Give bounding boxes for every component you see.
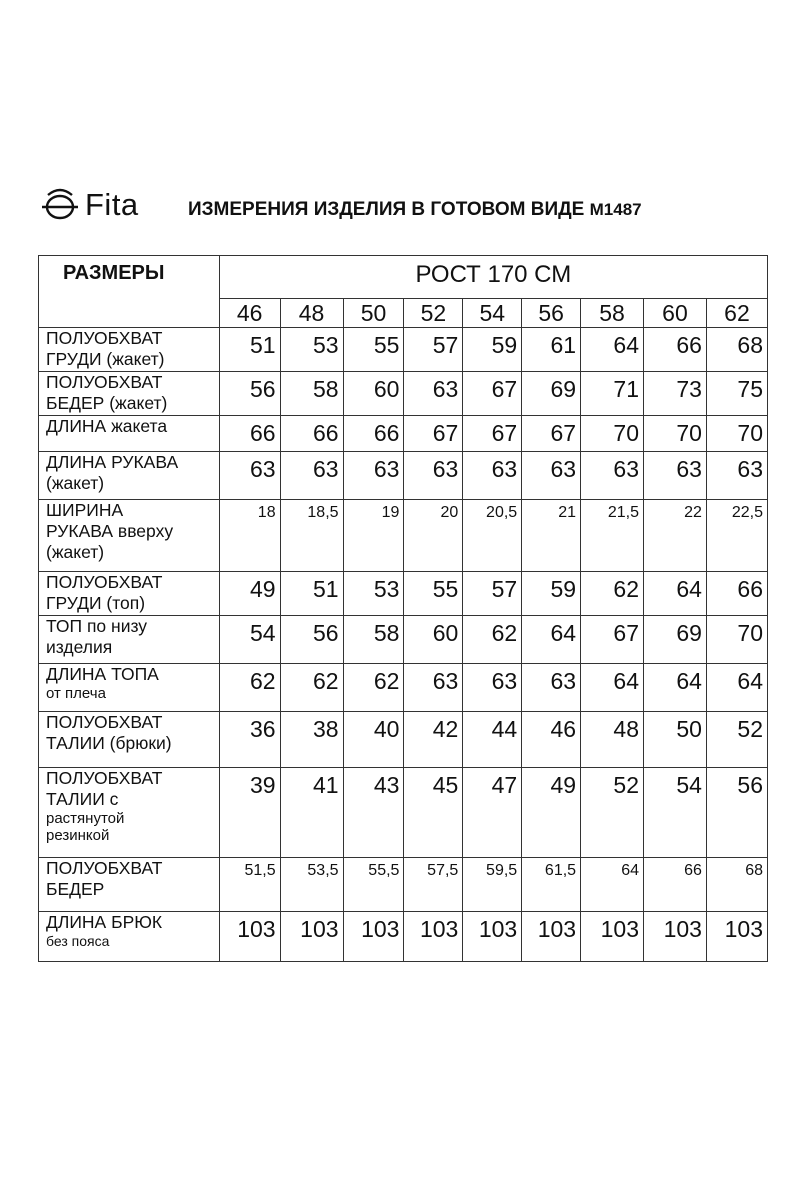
value-cell: 61 bbox=[522, 328, 581, 372]
value-cell: 69 bbox=[522, 372, 581, 416]
value-cell: 57 bbox=[463, 572, 522, 616]
value-cell: 63 bbox=[280, 452, 343, 500]
row-label-line: ПОЛУОБХВАТ bbox=[46, 372, 163, 392]
value-cell: 53 bbox=[343, 572, 404, 616]
row-label-sub: от плеча bbox=[46, 685, 106, 702]
row-label-sub: резинкой bbox=[46, 827, 110, 844]
value-cell: 61,5 bbox=[522, 858, 581, 912]
table-row bbox=[39, 768, 768, 858]
value-cell: 36 bbox=[219, 712, 280, 768]
table-row bbox=[39, 616, 768, 664]
value-cell: 70 bbox=[706, 616, 767, 664]
size-header-56: 56 bbox=[522, 299, 581, 328]
value-cell: 68 bbox=[706, 858, 767, 912]
value-cell: 103 bbox=[219, 912, 280, 962]
value-cell: 64 bbox=[706, 664, 767, 712]
value-cell: 19 bbox=[343, 500, 404, 572]
value-cell: 103 bbox=[463, 912, 522, 962]
value-cell: 63 bbox=[581, 452, 644, 500]
value-cell: 67 bbox=[463, 372, 522, 416]
value-cell: 63 bbox=[706, 452, 767, 500]
row-label bbox=[39, 912, 220, 962]
value-cell: 63 bbox=[219, 452, 280, 500]
table-row bbox=[39, 416, 768, 452]
table-row bbox=[39, 912, 768, 962]
value-cell: 20 bbox=[404, 500, 463, 572]
value-cell: 67 bbox=[404, 416, 463, 452]
value-cell: 64 bbox=[644, 664, 707, 712]
value-cell: 56 bbox=[219, 372, 280, 416]
table-body bbox=[39, 328, 768, 962]
value-cell: 38 bbox=[280, 712, 343, 768]
value-cell: 20,5 bbox=[463, 500, 522, 572]
value-cell: 58 bbox=[280, 372, 343, 416]
value-cell: 62 bbox=[343, 664, 404, 712]
value-cell: 58 bbox=[343, 616, 404, 664]
value-cell: 103 bbox=[644, 912, 707, 962]
row-label bbox=[39, 768, 220, 858]
table-row bbox=[39, 712, 768, 768]
value-cell: 55 bbox=[343, 328, 404, 372]
value-cell: 64 bbox=[522, 616, 581, 664]
value-cell: 51 bbox=[280, 572, 343, 616]
size-header-52: 52 bbox=[404, 299, 463, 328]
page-title bbox=[188, 197, 642, 223]
value-cell: 53,5 bbox=[280, 858, 343, 912]
value-cell: 75 bbox=[706, 372, 767, 416]
value-cell: 66 bbox=[706, 572, 767, 616]
value-cell: 49 bbox=[219, 572, 280, 616]
value-cell: 64 bbox=[581, 664, 644, 712]
value-cell: 54 bbox=[644, 768, 707, 858]
value-cell: 57,5 bbox=[404, 858, 463, 912]
row-label bbox=[39, 616, 220, 664]
value-cell: 42 bbox=[404, 712, 463, 768]
table-row bbox=[39, 372, 768, 416]
row-label bbox=[39, 664, 220, 712]
value-cell: 39 bbox=[219, 768, 280, 858]
value-cell: 64 bbox=[581, 858, 644, 912]
size-chart-table bbox=[38, 255, 768, 962]
value-cell: 53 bbox=[280, 328, 343, 372]
value-cell: 64 bbox=[581, 328, 644, 372]
value-cell: 63 bbox=[644, 452, 707, 500]
table-header-row bbox=[39, 256, 768, 299]
value-cell: 103 bbox=[404, 912, 463, 962]
value-cell: 40 bbox=[343, 712, 404, 768]
value-cell: 55 bbox=[404, 572, 463, 616]
row-label-line: ПОЛУОБХВАТ bbox=[46, 328, 163, 348]
value-cell: 63 bbox=[343, 452, 404, 500]
row-label bbox=[39, 372, 220, 416]
table-row bbox=[39, 572, 768, 616]
value-cell: 63 bbox=[463, 664, 522, 712]
row-label-line: (жакет) bbox=[46, 542, 105, 562]
value-cell: 52 bbox=[706, 712, 767, 768]
value-cell: 51,5 bbox=[219, 858, 280, 912]
row-label-line: БЕДЕР (жакет) bbox=[46, 393, 168, 413]
value-cell: 18,5 bbox=[280, 500, 343, 572]
value-cell: 50 bbox=[644, 712, 707, 768]
value-cell: 57 bbox=[404, 328, 463, 372]
row-label-line: ПОЛУОБХВАТ bbox=[46, 768, 163, 788]
value-cell: 62 bbox=[581, 572, 644, 616]
value-cell: 62 bbox=[219, 664, 280, 712]
row-label-line: БЕДЕР bbox=[46, 879, 105, 899]
brand-name: Fita bbox=[85, 187, 139, 222]
value-cell: 62 bbox=[280, 664, 343, 712]
value-cell: 22,5 bbox=[706, 500, 767, 572]
value-cell: 59,5 bbox=[463, 858, 522, 912]
table-row bbox=[39, 858, 768, 912]
size-header-50: 50 bbox=[343, 299, 404, 328]
value-cell: 44 bbox=[463, 712, 522, 768]
value-cell: 66 bbox=[343, 416, 404, 452]
table-row bbox=[39, 452, 768, 500]
sizes-corner-label: РАЗМЕРЫ bbox=[63, 262, 165, 284]
value-cell: 66 bbox=[219, 416, 280, 452]
value-cell: 68 bbox=[706, 328, 767, 372]
value-cell: 51 bbox=[219, 328, 280, 372]
size-header-46: 46 bbox=[219, 299, 280, 328]
row-label bbox=[39, 500, 220, 572]
value-cell: 63 bbox=[522, 664, 581, 712]
row-label bbox=[39, 416, 220, 452]
value-cell: 70 bbox=[706, 416, 767, 452]
value-cell: 63 bbox=[404, 664, 463, 712]
size-header-48: 48 bbox=[280, 299, 343, 328]
row-label-line: ДЛИНА ТОПА bbox=[46, 664, 159, 684]
value-cell: 60 bbox=[404, 616, 463, 664]
value-cell: 103 bbox=[706, 912, 767, 962]
row-label-line: ДЛИНА РУКАВА bbox=[46, 452, 179, 472]
value-cell: 49 bbox=[522, 768, 581, 858]
value-cell: 103 bbox=[522, 912, 581, 962]
row-label-line: ТАЛИИ с bbox=[46, 789, 119, 809]
page-header bbox=[40, 185, 780, 225]
value-cell: 63 bbox=[404, 452, 463, 500]
value-cell: 66 bbox=[644, 328, 707, 372]
title-text: ИЗМЕРЕНИЯ ИЗДЕЛИЯ В ГОТОВОМ ВИДЕ bbox=[188, 199, 585, 220]
brand-logo bbox=[40, 185, 170, 225]
row-label bbox=[39, 328, 220, 372]
row-label-line: ПОЛУОБХВАТ bbox=[46, 712, 163, 732]
value-cell: 103 bbox=[343, 912, 404, 962]
value-cell: 21,5 bbox=[581, 500, 644, 572]
table-row bbox=[39, 664, 768, 712]
value-cell: 70 bbox=[581, 416, 644, 452]
value-cell: 43 bbox=[343, 768, 404, 858]
table-row bbox=[39, 328, 768, 372]
row-label-line: ТАЛИИ (брюки) bbox=[46, 733, 172, 753]
row-label-line: ДЛИНА БРЮК bbox=[46, 912, 163, 932]
row-label-line: изделия bbox=[46, 637, 113, 657]
value-cell: 41 bbox=[280, 768, 343, 858]
row-label-line: ПОЛУОБХВАТ bbox=[46, 858, 163, 878]
value-cell: 67 bbox=[463, 416, 522, 452]
value-cell: 63 bbox=[522, 452, 581, 500]
row-label-sub: растянутой bbox=[46, 810, 125, 827]
size-header-62: 62 bbox=[706, 299, 767, 328]
value-cell: 66 bbox=[280, 416, 343, 452]
row-label-line: (жакет) bbox=[46, 473, 105, 493]
value-cell: 47 bbox=[463, 768, 522, 858]
value-cell: 67 bbox=[522, 416, 581, 452]
size-header-54: 54 bbox=[463, 299, 522, 328]
size-header-60: 60 bbox=[644, 299, 707, 328]
value-cell: 66 bbox=[644, 858, 707, 912]
value-cell: 103 bbox=[581, 912, 644, 962]
row-label-line: ТОП по низу bbox=[46, 616, 148, 636]
value-cell: 56 bbox=[706, 768, 767, 858]
size-header-58: 58 bbox=[581, 299, 644, 328]
value-cell: 67 bbox=[581, 616, 644, 664]
fita-logo-icon bbox=[40, 187, 80, 223]
value-cell: 48 bbox=[581, 712, 644, 768]
value-cell: 63 bbox=[463, 452, 522, 500]
row-label bbox=[39, 572, 220, 616]
value-cell: 60 bbox=[343, 372, 404, 416]
value-cell: 59 bbox=[463, 328, 522, 372]
row-label bbox=[39, 452, 220, 500]
value-cell: 71 bbox=[581, 372, 644, 416]
value-cell: 70 bbox=[644, 416, 707, 452]
value-cell: 18 bbox=[219, 500, 280, 572]
value-cell: 52 bbox=[581, 768, 644, 858]
value-cell: 73 bbox=[644, 372, 707, 416]
value-cell: 103 bbox=[280, 912, 343, 962]
value-cell: 59 bbox=[522, 572, 581, 616]
row-label-line: ПОЛУОБХВАТ bbox=[46, 572, 163, 592]
sizes-corner-cell bbox=[39, 256, 220, 328]
row-label-line: ШИРИНА bbox=[46, 500, 124, 520]
row-label-line: ДЛИНА жакета bbox=[46, 416, 168, 436]
value-cell: 69 bbox=[644, 616, 707, 664]
value-cell: 22 bbox=[644, 500, 707, 572]
model-number: М1487 bbox=[589, 200, 642, 219]
table-row bbox=[39, 500, 768, 572]
height-label: РОСТ 170 СМ bbox=[219, 256, 767, 299]
row-label-note: без пояса bbox=[46, 933, 110, 949]
row-label bbox=[39, 712, 220, 768]
value-cell: 45 bbox=[404, 768, 463, 858]
row-label-line: РУКАВА вверху bbox=[46, 521, 174, 541]
value-cell: 64 bbox=[644, 572, 707, 616]
row-label bbox=[39, 858, 220, 912]
value-cell: 21 bbox=[522, 500, 581, 572]
value-cell: 46 bbox=[522, 712, 581, 768]
value-cell: 56 bbox=[280, 616, 343, 664]
value-cell: 63 bbox=[404, 372, 463, 416]
value-cell: 54 bbox=[219, 616, 280, 664]
value-cell: 55,5 bbox=[343, 858, 404, 912]
row-label-line: ГРУДИ (жакет) bbox=[46, 349, 165, 369]
row-label-line: ГРУДИ (топ) bbox=[46, 593, 146, 613]
value-cell: 62 bbox=[463, 616, 522, 664]
